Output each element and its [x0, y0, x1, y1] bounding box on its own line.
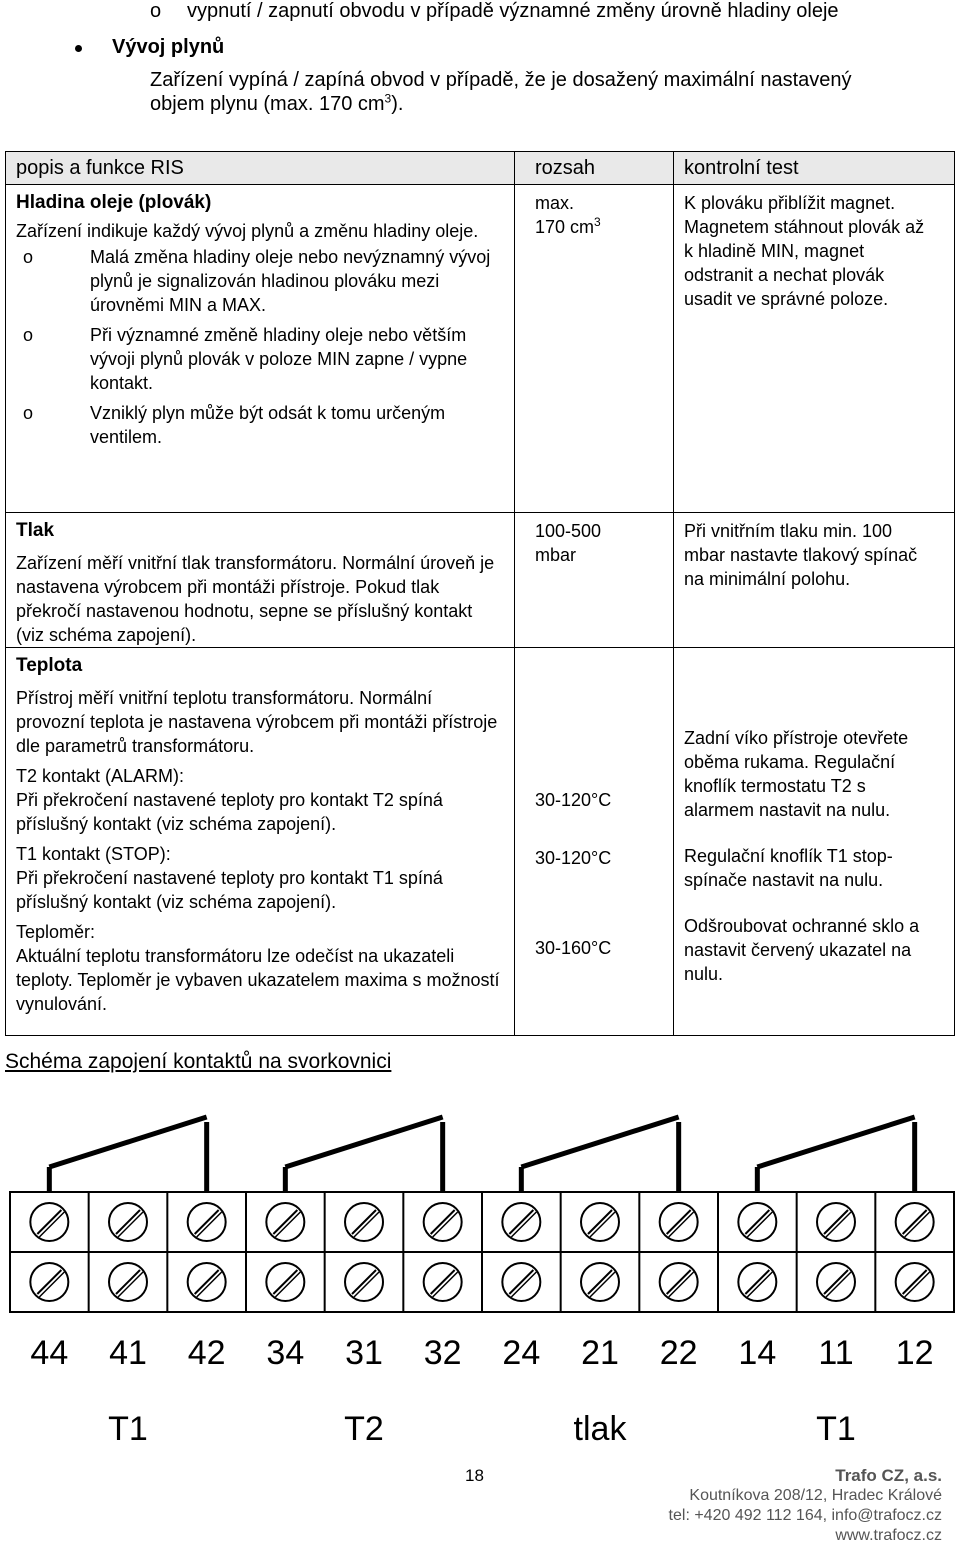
header-description: popis a funkce RIS — [6, 152, 515, 185]
intro-bullet-item — [150, 0, 950, 26]
table-row-hladina — [6, 185, 955, 513]
switch-contact-icon — [521, 1117, 678, 1192]
terminal-screw-icon — [738, 1263, 776, 1301]
terminal-screw-icon — [581, 1263, 619, 1301]
terminal-screw-icon — [345, 1203, 383, 1241]
footer-company — [669, 1466, 942, 1546]
company-address: Koutníkova 208/12, Hradec Králové — [689, 1487, 942, 1504]
group-label: T1 — [108, 1410, 148, 1448]
terminal-label: 34 — [266, 1334, 305, 1372]
terminal-screw-icon — [581, 1203, 619, 1241]
bullet-marker: o — [150, 0, 162, 22]
terminal-screw-icon — [738, 1203, 776, 1241]
t1-desc: Při překročení nastavené teploty pro kontakt T1 spíná příslušný kontakt (viz schéma zapojení). — [16, 868, 443, 912]
tlak-range: 100-500 mbar — [515, 513, 674, 648]
teplota-range: 30-120°C 30-120°C 30-160°C — [515, 648, 674, 1036]
bullet-dot-icon — [75, 45, 82, 52]
hladina-description — [6, 185, 515, 513]
hladina-range: max. 170 $cm^3$ — [515, 185, 674, 513]
thermometer-title: Teploměr: — [16, 922, 96, 942]
terminal-screw-icon — [266, 1203, 304, 1241]
terminal-screw-icon — [188, 1263, 226, 1301]
hladina-title: Hladina oleje (plovák) — [16, 192, 212, 213]
header-range: rozsah — [515, 152, 674, 185]
intro-paragraph: Zařízení vypíná / zapíná obvod v případě, že je dosažený maximální nastavený objem plynu (max. 170 $cm^3$). — [150, 69, 852, 115]
terminal-screw-icon — [896, 1263, 934, 1301]
thermometer-desc: Aktuální teplotu transformátoru lze odečíst na ukazateli teploty. Teploměr je vybaven ukazatelem maxima s možností vynulování. — [16, 946, 500, 1014]
teplota-test: Zadní víko přístroje otevřete oběma rukama. Regulační knoflík termostatu T2 s alarmem nastavit na nulu. Regulační knoflík T1 stop-spínače nastavit na nulu. Odšroubovat ochranné sklo a nastavit červený ukazatel na nulu. — [674, 648, 955, 1036]
group-label: T2 — [344, 1410, 384, 1448]
terminal-label: 44 — [30, 1334, 69, 1372]
list-item: o Při významné změně hladiny oleje nebo větším vývoji plynů plovák v poloze MIN zapne / vypne kontakt. — [23, 325, 468, 393]
t2-title: T2 kontakt (ALARM): — [16, 766, 185, 786]
terminal-screw-icon — [817, 1203, 855, 1241]
heading-text: Vývoj plynů — [112, 36, 225, 58]
company-contact: tel: +420 492 112 164, info@trafocz.cz — [668, 1507, 942, 1524]
terminal-screw-icon — [345, 1263, 383, 1301]
page-number: 18 — [465, 1466, 484, 1485]
terminal-screw-icon — [896, 1203, 934, 1241]
table-row-teplota — [6, 648, 955, 1036]
t1-title: T1 kontakt (STOP): — [16, 844, 171, 864]
group-label: T1 — [816, 1410, 856, 1448]
switch-contact-icon — [285, 1117, 442, 1192]
schema-title: Schéma zapojení kontaktů na svorkovnici — [5, 1050, 392, 1073]
terminal-screw-icon — [30, 1263, 68, 1301]
switch-contact-icon — [49, 1117, 206, 1192]
terminal-label: 42 — [187, 1334, 226, 1372]
terminal-screw-icon — [424, 1203, 462, 1241]
teplota-desc: Přístroj měří vnitřní teplotu transformátoru. Normální provozní teplota je nastavena výrobcem při montáži přístroje dle parametrů transformátoru. — [16, 688, 498, 756]
switch-contact-icon — [757, 1117, 914, 1192]
tlak-desc: Zařízení měří vnitřní tlak transformátoru. Normální úroveň je nastavena výrobcem při montáži přístroje. Pokud tlak překročí nastavenou hodnotu, sepne se příslušný kontakt (viz schéma zapojení). — [16, 553, 495, 645]
section-heading-gas — [75, 36, 475, 62]
tlak-description — [6, 513, 515, 648]
tlak-title: Tlak — [16, 520, 55, 541]
terminal-label: 31 — [345, 1334, 383, 1372]
terminal-screw-icon — [660, 1263, 698, 1301]
terminal-block-diagram — [0, 1100, 960, 1460]
teplota-title: Teplota — [16, 655, 83, 676]
terminal-label: 22 — [659, 1334, 698, 1372]
list-item: o Malá změna hladiny oleje nebo nevýznamný vývoj plynů je signalizován hladinou plováku mezi úrovněmi MIN a MAX. — [23, 247, 491, 315]
terminal-label: 32 — [423, 1334, 462, 1372]
table-header-row — [6, 152, 955, 185]
t2-desc: Při překročení nastavené teploty pro kontakt T2 spíná příslušný kontakt (viz schéma zapojení). — [16, 790, 443, 834]
table-row-tlak — [6, 513, 955, 648]
teplota-description — [6, 648, 515, 1036]
terminal-screw-icon — [30, 1203, 68, 1241]
terminal-screw-icon — [109, 1263, 147, 1301]
terminal-screw-icon — [109, 1203, 147, 1241]
terminal-screw-icon — [817, 1263, 855, 1301]
terminal-label: 11 — [818, 1334, 854, 1372]
terminal-screw-icon — [188, 1203, 226, 1241]
terminal-screw-icon — [424, 1263, 462, 1301]
list-item: o Vzniklý plyn může být odsát k tomu určeným ventilem. — [23, 403, 446, 447]
hladina-test: K plováku přiblížit magnet. Magnetem stáhnout plovák až k hladině MIN, magnet odstranit a nechat plovák usadit ve správné poloze. — [674, 185, 955, 513]
terminal-label: 12 — [895, 1334, 934, 1372]
terminal-screw-icon — [266, 1263, 304, 1301]
tlak-test: Při vnitřním tlaku min. 100 mbar nastavte tlakový spínač na minimální polohu. — [674, 513, 955, 648]
header-test: kontrolní test — [674, 152, 955, 185]
hladina-desc: Zařízení indikuje každý vývoj plynů a změnu hladiny oleje. — [16, 221, 479, 241]
group-label: tlak — [573, 1410, 627, 1448]
terminal-screw-icon — [660, 1203, 698, 1241]
intro-line-1: vypnutí / zapnutí obvodu v případě významné změny úrovně hladiny oleje — [187, 0, 839, 22]
company-name: Trafo CZ, a.s. — [835, 1466, 942, 1485]
terminal-label: 14 — [738, 1334, 777, 1372]
terminal-label: 41 — [109, 1334, 147, 1372]
terminal-label: 24 — [502, 1334, 541, 1372]
company-web: www.trafocz.cz — [835, 1527, 942, 1544]
terminal-label: 21 — [581, 1334, 619, 1372]
terminal-screw-icon — [502, 1203, 540, 1241]
terminal-screw-icon — [502, 1263, 540, 1301]
ris-table — [5, 151, 955, 1036]
